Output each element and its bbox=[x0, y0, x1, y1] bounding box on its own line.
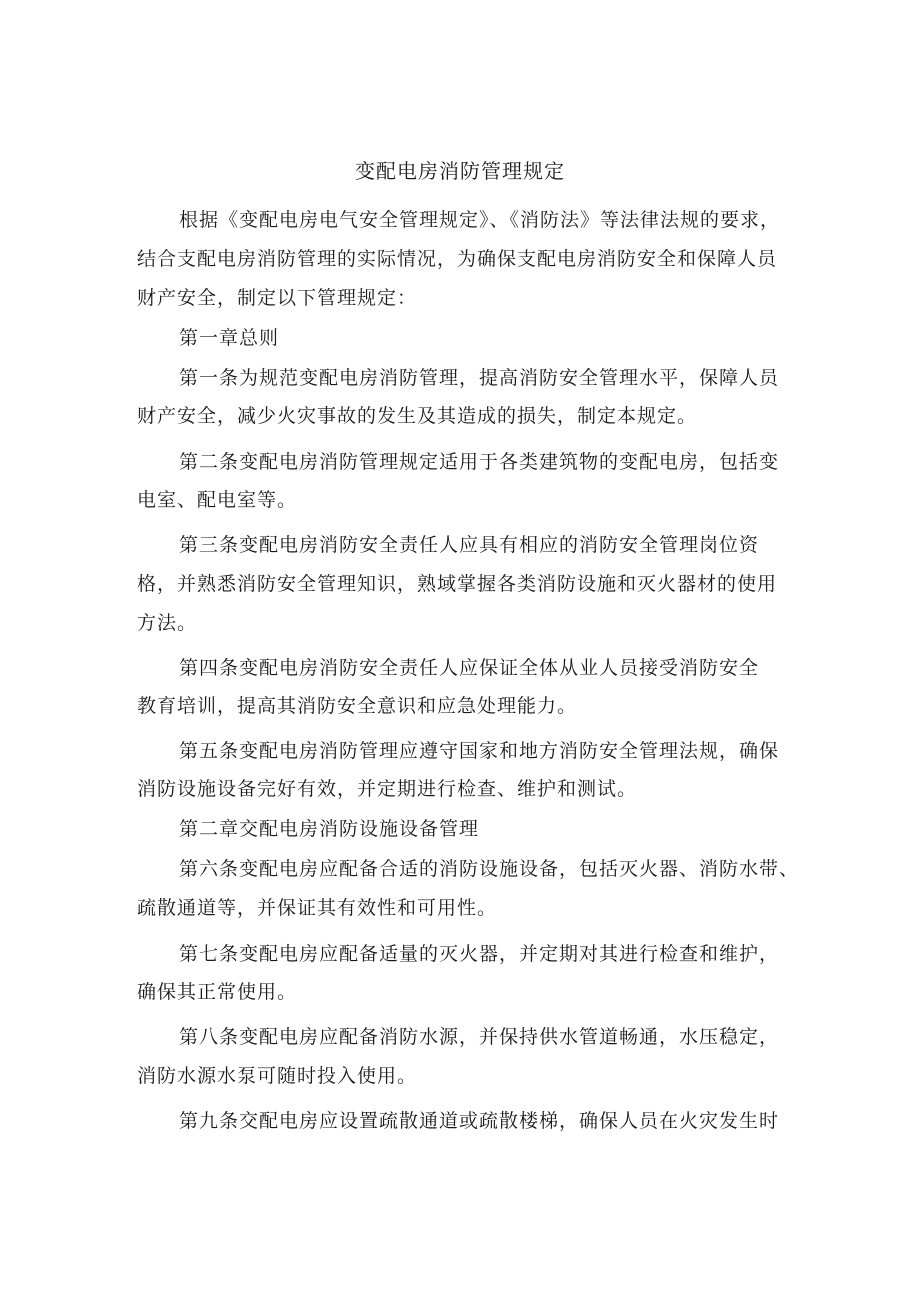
text-line: 格，并熟悉消防安全管理知识，熟域掌握各类消防设施和灭火器材的使用 bbox=[137, 573, 778, 595]
text-line: 消防设施设备完好有效，并定期进行检查、维护和测试。 bbox=[137, 778, 638, 800]
text-line: 第五条变配电房消防管理应遵守国家和地方消防安全管理法规，确保 bbox=[179, 740, 780, 762]
text-line: 财产安全，制定以下管理规定： bbox=[137, 287, 418, 309]
text-line: 第一条为规范变配电房消防管理，提高消防安全管理水平，保障人员 bbox=[179, 367, 780, 389]
text-line: 根据《变配电房电气安全管理规定》、《消防法》等法律法规的要求， bbox=[179, 209, 781, 231]
text-line: 第四条变配电房消防安全责任人应保证全体从业人员接受消防安全 bbox=[179, 657, 760, 679]
text-line: 确保其正常使用。 bbox=[137, 981, 298, 1003]
text-line: 第三条变配电房消防安全责任人应具有相应的消防安全管理岗位资 bbox=[179, 534, 760, 556]
text-line: 第九条交配电房应设置疏散通道或疏散楼梯，确保人员在火灾发生时 bbox=[179, 1110, 780, 1132]
text-line: 电室、配电室等。 bbox=[137, 489, 298, 511]
text-line: 第八条变配电房应配备消防水源，并保持供水管道畅通，水压稳定， bbox=[179, 1026, 780, 1048]
text-line: 第七条变配电房应配备适量的灭火器，并定期对其进行检查和维护， bbox=[179, 943, 780, 965]
text-line: 结合支配电房消防管理的实际情况，为确保支配电房消防安全和保障人员 bbox=[137, 248, 778, 270]
text-line: 消防水源水泵可随时投入使用。 bbox=[137, 1065, 418, 1087]
document-title: 变配电房消防管理规定 bbox=[355, 159, 565, 183]
text-line: 财产安全，减少火灾事故的发生及其造成的损失，制定本规定。 bbox=[137, 405, 698, 427]
text-line: 教育培训，提高其消防安全意识和应急处理能力。 bbox=[137, 695, 578, 717]
text-line: 疏散通道等，并保证其有效性和可用性。 bbox=[137, 897, 498, 919]
chapter-heading: 第一章总则 bbox=[179, 327, 280, 349]
text-line: 第二条变配电房消防管理规定适用于各类建筑物的变配电房，包括变 bbox=[179, 451, 780, 473]
text-line: 第六条变配电房应配备合适的消防设施设备，包括灭火器、消防水带、 bbox=[179, 858, 800, 880]
text-line: 方法。 bbox=[137, 612, 198, 634]
chapter-heading: 第二章交配电房消防设施设备管理 bbox=[179, 818, 480, 840]
